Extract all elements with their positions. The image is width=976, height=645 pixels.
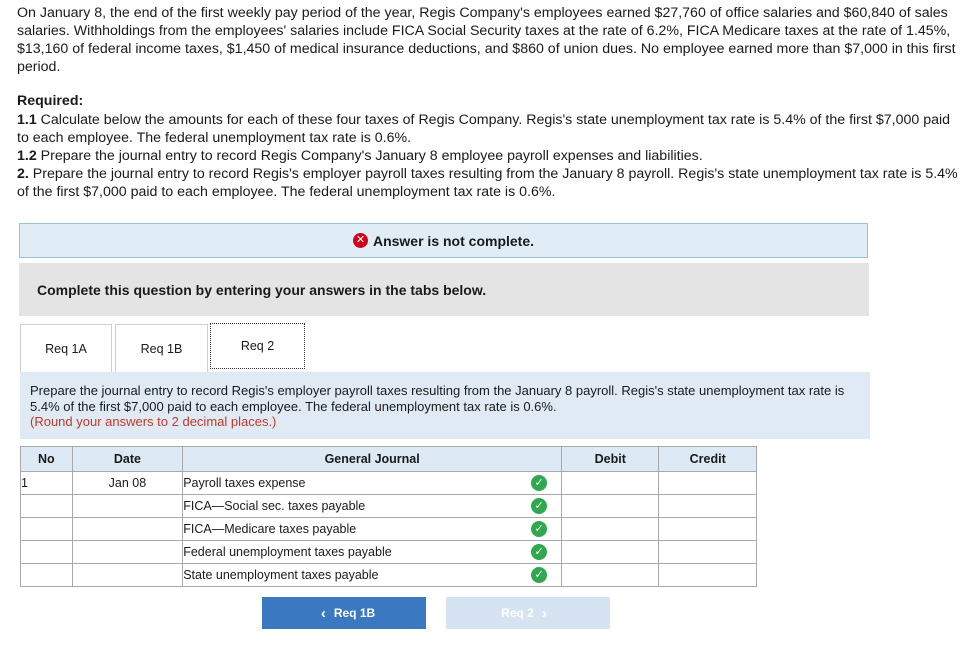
entry-number: 1 [21,472,73,495]
account-select[interactable]: State unemployment taxes payable ✓ [183,564,562,587]
col-header-no: No [21,447,73,472]
credit-input[interactable] [659,564,757,587]
table-row [21,518,757,541]
required-item-1-2: 1.2 Prepare the journal entry to record Regis Company's January 8 employee payroll expenses and liabilities. [17,148,703,164]
tab-req-1a[interactable]: Req 1A [20,324,112,372]
account-select[interactable]: FICA—Medicare taxes payable ✓ [183,518,562,541]
debit-input[interactable] [562,472,659,495]
date-select[interactable] [72,541,183,564]
col-header-credit: Credit [659,447,757,472]
col-header-date: Date [72,447,183,472]
credit-input[interactable] [659,518,757,541]
check-circle-icon: ✓ [531,475,547,491]
account-select[interactable]: FICA—Social sec. taxes payable ✓ [183,495,562,518]
date-select[interactable]: Jan 08 [72,472,183,495]
account-select[interactable]: Payroll taxes expense ✓ [183,472,562,495]
problem-intro: On January 8, the end of the first weekly pay period of the year, Regis Company's employees earned $27,760 of office salaries and $60,840 of sales salaries. Withholdings from the employees' salaries include FICA Social Security taxes at the rate of 6.2%, FICA Medicare taxes at the rate of 1.45%, $13,160 of federal income taxes, $1,450 of medical insurance deductions, and $860 of union dues. No employee earned more than $7,000 in this first period. [17,5,956,75]
answer-status-banner [19,223,868,258]
debit-input[interactable] [562,495,659,518]
entry-number [21,564,73,587]
x-circle-icon: ✕ [353,233,368,248]
answer-status-text: Answer is not complete. [372,232,535,249]
required-item-1-1: 1.1 Calculate below the amounts for each of these four taxes of Regis Company. Regis's state unemployment tax rate is 5.4% of the first $7,000 paid to each employee. The federal unemployment tax rate is 0.6%. [17,112,951,146]
check-circle-icon: ✓ [531,521,547,537]
tab-req-2[interactable]: Req 2 [210,323,305,369]
debit-input[interactable] [562,541,659,564]
table-row [21,495,757,518]
date-select[interactable] [72,518,183,541]
table-row [21,541,757,564]
rounding-note: (Round your answers to 2 decimal places.) [30,414,277,429]
tab-req-1b[interactable]: Req 1B [115,324,208,372]
debit-input[interactable] [562,564,659,587]
entry-number [21,541,73,564]
required-list [17,111,962,201]
required-item-2: 2. Prepare the journal entry to record Regis's employer payroll taxes resulting from the January 8 payroll. Regis's state unemployment tax rate is 5.4% of the first $7,000 paid to each employee. The federal unemployment tax rate is 0.6%. [17,166,958,200]
debit-input[interactable] [562,518,659,541]
required-heading: Required: [17,93,84,109]
check-circle-icon: ✓ [531,544,547,560]
prompt-text: Prepare the journal entry to record Regis's employer payroll taxes resulting from the January 8 payroll. Regis's state unemployment tax rate is 5.4% of the first $7,000 paid to each employee. The federal unemployment tax rate is 0.6%. [30,383,845,414]
credit-input[interactable] [659,541,757,564]
table-row [21,564,757,587]
date-select[interactable] [72,495,183,518]
check-circle-icon: ✓ [531,498,547,514]
credit-input[interactable] [659,495,757,518]
prev-req-button[interactable]: ‹ Req 1B [262,597,426,629]
tabs-instruction: Complete this question by entering your answers in the tabs below. [19,263,869,316]
credit-input[interactable] [659,472,757,495]
table-row [21,472,757,495]
check-circle-icon: ✓ [531,567,547,583]
next-req-button[interactable]: Req 2 › [446,597,610,629]
chevron-right-icon: › [541,604,547,622]
journal-table [20,446,757,587]
entry-number [21,518,73,541]
entry-number [21,495,73,518]
col-header-debit: Debit [562,447,659,472]
date-select[interactable] [72,564,183,587]
account-select[interactable]: Federal unemployment taxes payable ✓ [183,541,562,564]
question-prompt [20,372,870,439]
col-header-general-journal: General Journal [183,447,562,472]
journal-header-row [21,447,757,472]
chevron-left-icon: ‹ [320,604,326,622]
